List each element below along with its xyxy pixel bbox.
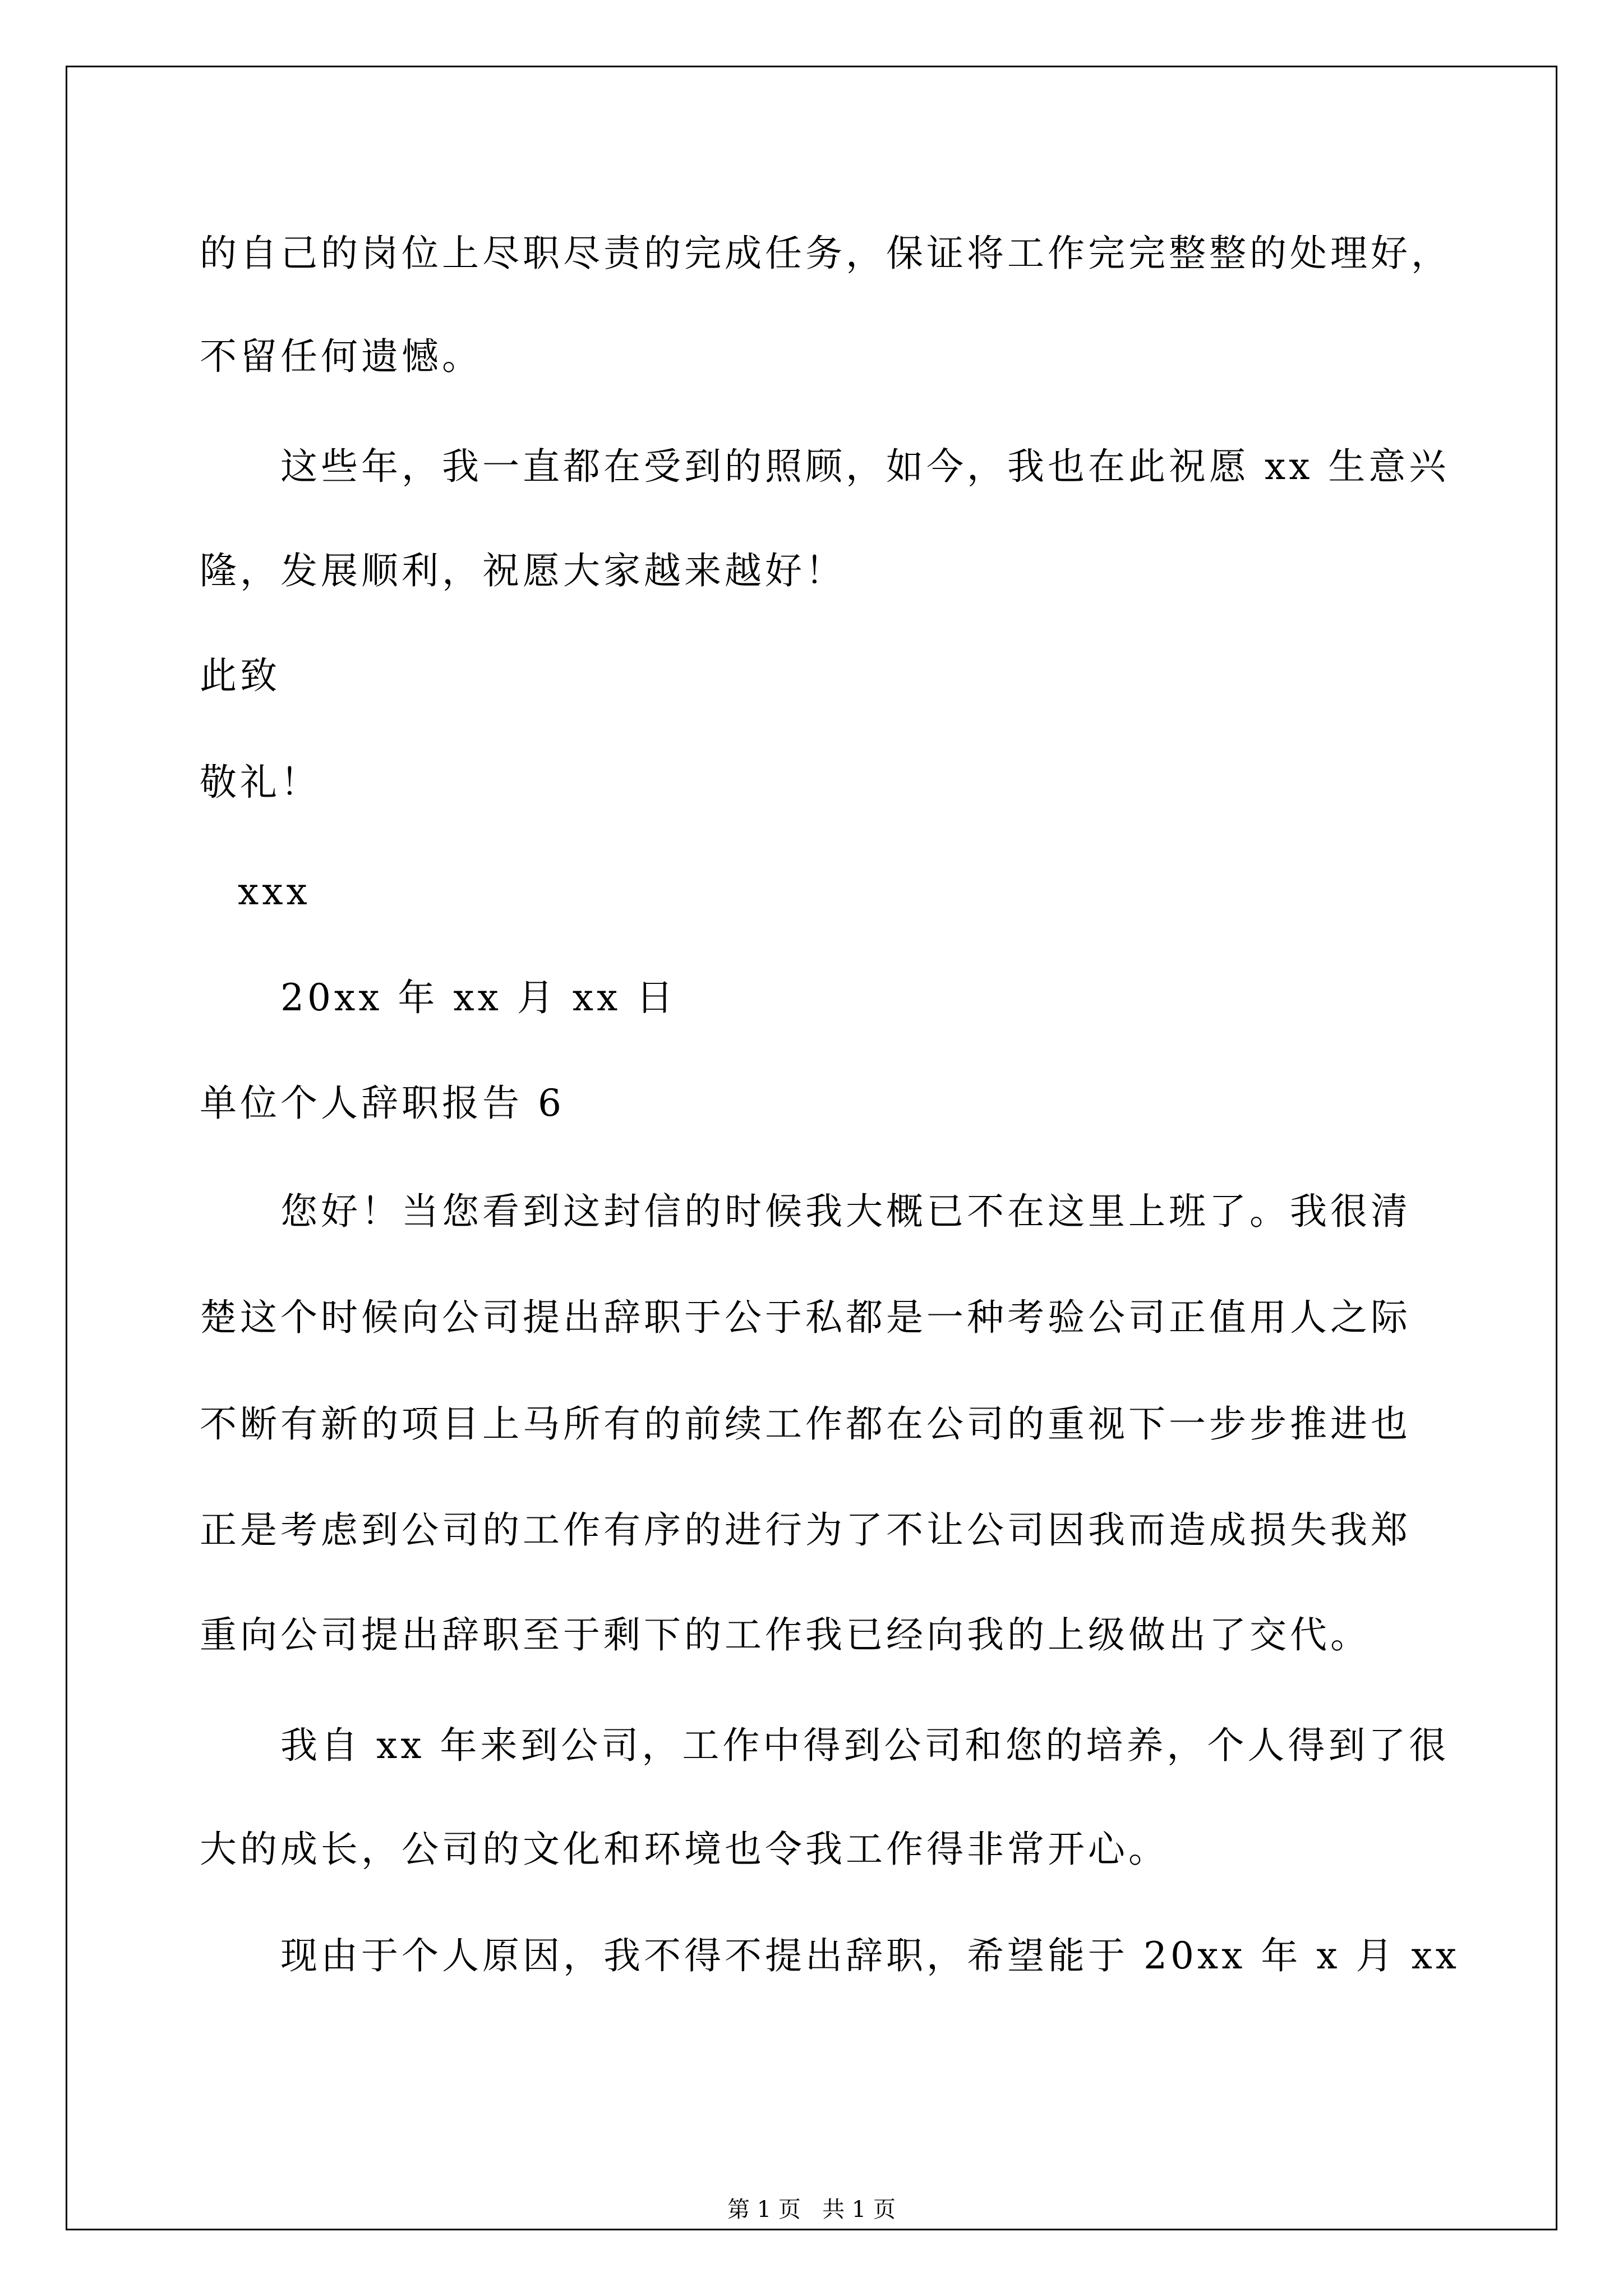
page-border	[66, 66, 1557, 2230]
closing-regards: 敬礼！	[200, 761, 321, 804]
text-line: 的自己的岗位上尽职尽责的完成任务，保证将工作完完整整的处理好，	[200, 232, 1451, 275]
signature-date: 20xx 年 xx 月 xx 日	[280, 976, 677, 1019]
closing-salutation: 此致	[200, 654, 280, 697]
text-line: 大的成长，公司的文化和环境也令我工作得非常开心。	[200, 1828, 1169, 1871]
signature-name: xxx	[238, 870, 311, 913]
text-line: 我自 xx 年来到公司，工作中得到公司和您的培养，个人得到了很	[280, 1724, 1450, 1767]
text-line: 正是考虑到公司的工作有序的进行为了不让公司因我而造成损失我郑	[200, 1508, 1411, 1552]
text-line: 不断有新的项目上马所有的前续工作都在公司的重视下一步步推进也	[200, 1402, 1411, 1446]
text-line: 楚这个时候向公司提出辞职于公于私都是一种考验公司正值用人之际	[200, 1296, 1411, 1339]
text-line: 隆，发展顺利，祝愿大家越来越好！	[200, 549, 846, 592]
page-footer: 第 1 页 共 1 页	[727, 2197, 896, 2223]
text-line: 这些年，我一直都在受到的照顾，如今，我也在此祝愿 xx 生意兴	[280, 445, 1450, 488]
text-line: 您好！当您看到这封信的时候我大概已不在这里上班了。我很清	[280, 1190, 1411, 1233]
text-line: 现由于个人原因，我不得不提出辞职，希望能于 20xx 年 x 月 xx	[280, 1934, 1460, 1977]
text-line: 重向公司提出辞职至于剩下的工作我已经向我的上级做出了交代。	[200, 1613, 1371, 1657]
section-title: 单位个人辞职报告 6	[200, 1082, 565, 1125]
text-line: 不留任何遗憾。	[200, 335, 482, 378]
